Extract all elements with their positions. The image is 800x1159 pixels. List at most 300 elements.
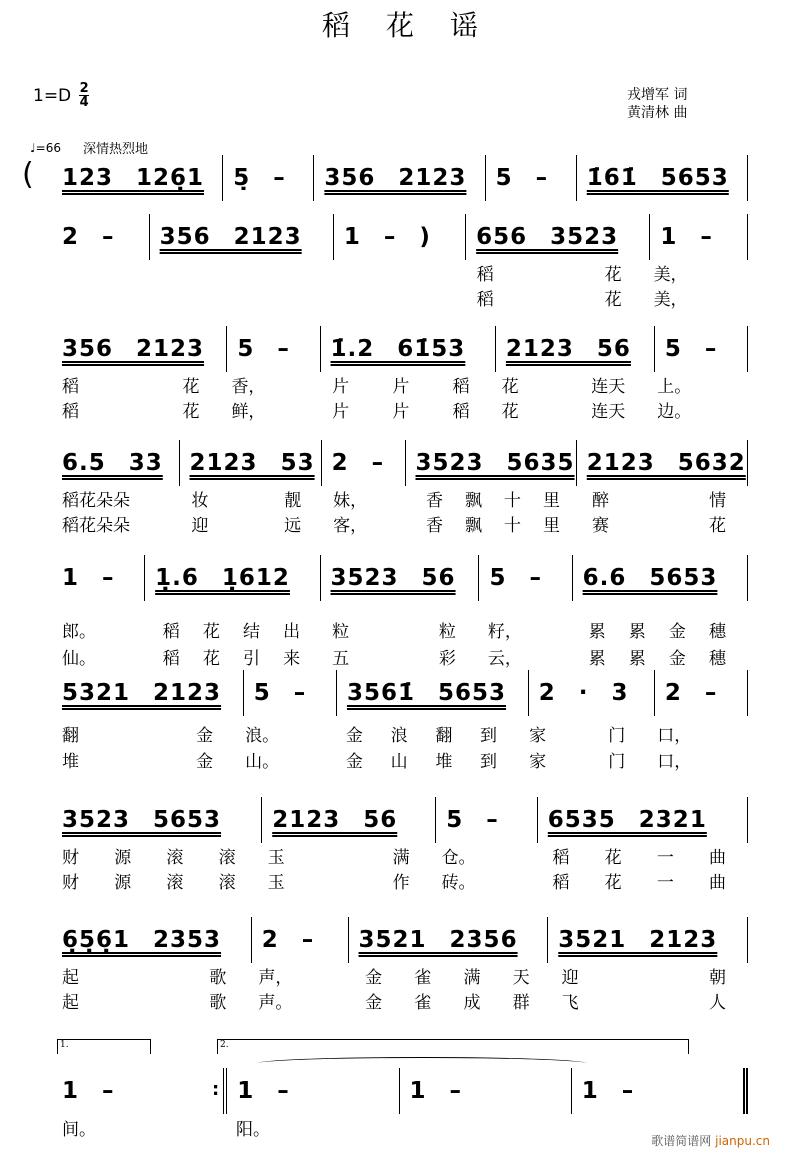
measure-notes: 3523 5635 (415, 450, 575, 476)
lyric-syllable: 口， (657, 752, 692, 772)
lyric-syllable: 飘 (465, 516, 482, 536)
measure (400, 1068, 572, 1114)
lyric-syllable: 花 (604, 265, 622, 285)
measure (150, 214, 334, 260)
measure (337, 670, 529, 716)
measure (577, 155, 748, 201)
measure (227, 326, 320, 372)
measure (52, 1068, 227, 1114)
watermark-site: jianpu.cn (715, 1134, 770, 1148)
system (52, 1040, 748, 1140)
measure (655, 670, 748, 716)
lyric-syllable: 五 (332, 649, 350, 669)
lyric-measure (467, 260, 644, 285)
lyric-syllable: 连天 (591, 377, 626, 397)
measure (52, 917, 252, 963)
lyric-measure (52, 511, 181, 536)
notes-row (52, 326, 748, 372)
measure-notes: 356 2123 (62, 336, 205, 362)
lyric-measure (52, 260, 156, 285)
measure-notes: 2 – (664, 680, 718, 706)
lyric-syllable: 迎 (191, 516, 209, 536)
lyric-measure (258, 868, 432, 893)
measure-notes: 6535 2321 (547, 807, 707, 833)
lyric-measure (542, 868, 748, 893)
lyric-syllable: 满 (463, 968, 481, 988)
lyric-syllable: 累 (628, 622, 646, 642)
system (52, 797, 748, 893)
lyric-line (52, 868, 748, 893)
lyric-measure (52, 868, 258, 893)
measure (223, 155, 314, 201)
lyric-syllable: 家 (529, 726, 547, 746)
lyric-syllable: 人 (709, 993, 726, 1013)
lyric-measure (552, 988, 748, 1013)
lyric-measure (52, 843, 258, 868)
lyric-syllable: 稻花朵朵 (62, 491, 130, 511)
lyric-syllable: 籽， (487, 622, 522, 642)
lyric-syllable: 结 (243, 622, 260, 642)
lyric-syllable: 翻 (62, 726, 79, 746)
lyric-syllable: 远 (284, 516, 302, 536)
lyric-syllable: 美， (653, 265, 688, 285)
lyric-measure (52, 963, 248, 988)
lyric-syllable: 稻花朵朵 (62, 516, 130, 536)
lyric-measure (221, 372, 322, 397)
lyric-syllable: 成 (463, 993, 481, 1013)
system (52, 555, 748, 669)
measure-notes: 1 – (660, 224, 713, 250)
measure (406, 440, 577, 486)
measure-notes: 3521 2123 (558, 927, 718, 953)
lyric-measure (478, 644, 579, 669)
lyric-syllable: 片 (392, 402, 410, 422)
lyric-syllable: 声。 (258, 993, 293, 1013)
lyric-syllable: 稻 (162, 622, 180, 642)
lyric-syllable: 稻 (62, 377, 79, 397)
lyric-syllable: 滚 (218, 848, 236, 868)
lyric-line (52, 511, 748, 536)
system (52, 326, 748, 422)
lyric-syllable: 稻 (452, 377, 470, 397)
lyric-syllable: 花 (501, 377, 519, 397)
lyric-measure (416, 486, 582, 511)
lyric-syllable: 金 (365, 993, 383, 1013)
lyric-measure (647, 397, 748, 422)
lyric-syllable: 金 (196, 752, 214, 772)
composer: 黄清林 曲 (627, 105, 688, 121)
lyric-measure (519, 721, 647, 746)
lyric-syllable: 靓 (284, 491, 302, 511)
system (22, 155, 748, 201)
lyric-syllable: 粒 (438, 622, 456, 642)
measure (479, 555, 572, 601)
measure (52, 214, 150, 260)
measure (334, 214, 466, 260)
lyric-measure (432, 843, 543, 868)
measure-notes: 2123 56 (272, 807, 398, 833)
measure-notes: 1̣.6 1̣612 (155, 565, 290, 591)
lyric-measure (432, 868, 543, 893)
lyric-measure (181, 486, 323, 511)
lyric-line (52, 486, 748, 511)
lyric-syllable: 片 (392, 377, 410, 397)
lyric-syllable: 到 (480, 752, 498, 772)
lyric-syllable: 稻 (62, 402, 79, 422)
credits (627, 86, 687, 122)
lyric-syllable: 财 (62, 873, 79, 893)
lyric-syllable: 片 (332, 377, 350, 397)
lyricist: 戎增军 词 (627, 87, 688, 103)
measure-notes: 3561̇ 5653 (346, 680, 507, 706)
lyric-measure (336, 747, 519, 772)
measure-notes: 5321 2123 (62, 680, 222, 706)
lyric-syllable: 曲 (709, 848, 727, 868)
lyric-measure (333, 260, 466, 285)
lyric-line (52, 747, 748, 772)
lyric-syllable: 出 (283, 622, 301, 642)
measure-notes: 5 – (446, 807, 499, 833)
measure-notes: 356 2123 (324, 165, 467, 191)
measure-notes: 3521 2356 (358, 927, 518, 953)
lyric-measure (400, 1115, 574, 1140)
lyric-measure (519, 747, 647, 772)
measure-notes: 5 – (253, 680, 307, 706)
lyric-syllable: 源 (114, 848, 132, 868)
lyric-syllable: 花 (182, 402, 200, 422)
notes-row (52, 555, 748, 601)
lyric-syllable: 花 (604, 848, 622, 868)
lyric-syllable: 来 (283, 649, 301, 669)
lyric-measure (355, 963, 551, 988)
lyric-measure (153, 644, 322, 669)
measure (572, 1068, 748, 1114)
lyric-syllable: 源 (114, 873, 132, 893)
lyric-syllable: 堆 (435, 752, 453, 772)
measure-notes: 2123 56 (505, 336, 631, 362)
lyric-measure (52, 397, 221, 422)
measure-notes: 5̣ – (233, 165, 286, 191)
measure-notes: 2123 53 (189, 450, 315, 476)
lyric-syllable: 香 (426, 516, 443, 536)
lyric-syllable: 美， (653, 290, 688, 310)
lyric-measure (322, 617, 478, 642)
measure (466, 214, 650, 260)
lyric-syllable: 花 (501, 402, 519, 422)
measure (52, 155, 223, 201)
lyric-syllable: 香 (426, 491, 443, 511)
measure (529, 670, 655, 716)
measure (655, 326, 748, 372)
notes-row (52, 155, 748, 201)
lyric-measure (322, 644, 478, 669)
measure (314, 155, 485, 201)
lyric-syllable: 一 (656, 873, 674, 893)
measure (538, 797, 748, 843)
measure (52, 797, 262, 843)
time-top: 2 (79, 81, 89, 96)
lyric-measure (647, 747, 748, 772)
measure-notes: 2123 5632 (586, 450, 746, 476)
lyric-measure (416, 511, 582, 536)
lyric-syllable: 满 (392, 848, 410, 868)
lyric-syllable: 赛 (592, 516, 609, 536)
measure (496, 326, 655, 372)
lyric-measure (323, 511, 416, 536)
lyric-syllable: 间。 (62, 1120, 96, 1140)
lyric-measure (248, 988, 355, 1013)
measure (52, 555, 145, 601)
lyric-measure (258, 843, 432, 868)
lyric-line (52, 1115, 748, 1140)
lyric-syllable: 金 (196, 726, 214, 746)
lyric-syllable: 玉 (267, 873, 285, 893)
lyric-syllable: 群 (512, 993, 530, 1013)
watermark-cn: 歌谱简谱网 (651, 1134, 712, 1148)
lyric-syllable: 堆 (62, 752, 79, 772)
lyric-syllable: 雀 (414, 968, 432, 988)
lyric-syllable: 口， (657, 726, 692, 746)
lyric-line (52, 963, 748, 988)
measure-notes: 5 – (495, 165, 549, 191)
lyric-measure (52, 988, 248, 1013)
lyric-syllable: 砖。 (441, 873, 476, 893)
lyric-syllable: 金 (668, 622, 686, 642)
time-bottom: 4 (79, 95, 89, 110)
lyric-syllable: 十 (504, 491, 521, 511)
volta-1: 1. (57, 1039, 151, 1054)
lyric-measure (492, 372, 648, 397)
measure (321, 555, 480, 601)
lyric-syllable: 山 (390, 752, 408, 772)
lyric-measure (647, 721, 748, 746)
notes-row (52, 670, 748, 716)
lyric-syllable: 曲 (709, 873, 727, 893)
lyric-line (52, 843, 748, 868)
measure (486, 155, 577, 201)
measure-notes: 123 126̣1 (62, 165, 205, 191)
measure (436, 797, 538, 843)
lyric-syllable: 金 (365, 968, 383, 988)
lyric-syllable: 歌 (209, 968, 227, 988)
lyric-syllable: 飘 (465, 491, 482, 511)
measure-notes: 5 – (664, 336, 718, 362)
system (52, 917, 748, 1013)
lyric-syllable: 一 (656, 848, 674, 868)
lyric-syllable: 仙。 (62, 649, 96, 669)
lyric-syllable: 花 (709, 516, 726, 536)
measure-notes: 6̣5̣6̣1 2353 (62, 927, 222, 953)
lyric-syllable: 稻 (162, 649, 180, 669)
lyric-measure (52, 747, 235, 772)
lyric-syllable: 花 (604, 290, 622, 310)
lyric-line (52, 285, 748, 310)
lyric-syllable: 金 (668, 649, 686, 669)
notes-row (52, 1068, 748, 1114)
lyric-syllable: 郎。 (62, 622, 96, 642)
key-label: 1=D (33, 85, 72, 106)
lyric-measure (579, 617, 748, 642)
measure (227, 1068, 399, 1114)
lyric-measure (235, 721, 336, 746)
lyric-syllable: 浪 (390, 726, 408, 746)
lyric-measure (153, 617, 322, 642)
lyric-measure (52, 644, 153, 669)
lyric-measure (542, 843, 748, 868)
measure-notes: 2 – (261, 927, 315, 953)
lyric-syllable: 情 (709, 491, 726, 511)
lyric-measure (322, 372, 491, 397)
lyric-measure (156, 285, 333, 310)
lyric-syllable: 穗 (708, 649, 726, 669)
measure (180, 440, 322, 486)
lyric-syllable: 滚 (166, 848, 184, 868)
system (52, 440, 748, 536)
lyric-syllable: 花 (202, 622, 220, 642)
lyric-syllable: 门 (608, 726, 626, 746)
lyric-syllable: 雀 (414, 993, 432, 1013)
lyric-syllable: 里 (543, 491, 560, 511)
lyric-syllable: 仓。 (441, 848, 476, 868)
lyric-measure (333, 285, 466, 310)
lyric-syllable: 片 (332, 402, 350, 422)
measure-notes: 1 – (62, 1078, 115, 1104)
lyric-syllable: 十 (504, 516, 521, 536)
lyric-syllable: 云， (487, 649, 522, 669)
lyric-measure (647, 372, 748, 397)
lyric-syllable: 花 (202, 649, 220, 669)
lyric-syllable: 滚 (218, 873, 236, 893)
lyric-line (52, 988, 748, 1013)
measure (650, 214, 748, 260)
lyric-measure (226, 1115, 400, 1140)
measure-notes: 1 – (237, 1078, 290, 1104)
measure (52, 326, 227, 372)
lyric-syllable: 家 (529, 752, 547, 772)
lyric-measure (579, 644, 748, 669)
measure-notes: 2 · 3 (538, 680, 629, 706)
lyric-syllable: 起 (62, 968, 79, 988)
lyric-syllable: 玉 (267, 848, 285, 868)
measure-notes: 6.6 5653 (582, 565, 718, 591)
lyric-syllable: 稻 (476, 265, 494, 285)
expression-mark: 深情热烈地 (82, 142, 148, 157)
measure (244, 670, 337, 716)
lyric-measure (52, 1115, 226, 1140)
measure-notes: 6.5 33 (62, 450, 163, 476)
measure-notes: 2 – (62, 224, 115, 250)
lyric-syllable: 滚 (166, 873, 184, 893)
lyric-syllable: 到 (480, 726, 498, 746)
notes-row (52, 214, 748, 260)
measure-notes: 1 – (581, 1078, 635, 1104)
watermark (651, 1132, 770, 1149)
lyric-syllable: 引 (243, 649, 260, 669)
system (52, 214, 748, 310)
measure (252, 917, 349, 963)
measure (145, 555, 320, 601)
measure-notes: 1̇61̇ 5653 (586, 165, 729, 191)
lyric-syllable: 迎 (561, 968, 579, 988)
lyric-syllable: 稻 (552, 848, 570, 868)
song-title: 稻花谣 (321, 9, 514, 42)
lyric-syllable: 鲜， (231, 402, 266, 422)
measure-notes: 5 – (489, 565, 542, 591)
lyric-syllable: 起 (62, 993, 79, 1013)
measure-notes: 356 2123 (159, 224, 302, 250)
measure-notes: 1 – ) (343, 224, 431, 250)
key-signature (33, 82, 89, 109)
tie (257, 1057, 587, 1070)
lyric-line (52, 397, 748, 422)
lyric-measure (52, 486, 181, 511)
measure-notes: 5 – (237, 336, 290, 362)
measure-notes: 1 – (409, 1078, 463, 1104)
lyric-measure (52, 617, 153, 642)
lyric-syllable: 稻 (452, 402, 470, 422)
measure-notes: 2 – (331, 450, 385, 476)
lyric-syllable: 客， (333, 516, 368, 536)
lyric-syllable: 山。 (245, 752, 280, 772)
lyric-measure (644, 285, 748, 310)
lyric-syllable: 妆 (191, 491, 209, 511)
lyric-measure (644, 260, 748, 285)
lyric-syllable: 声， (258, 968, 293, 988)
lyric-measure (552, 963, 748, 988)
lyric-syllable: 翻 (435, 726, 453, 746)
lyric-syllable: 累 (588, 622, 606, 642)
measure (573, 555, 748, 601)
lyric-syllable: 彩 (438, 649, 456, 669)
measure (577, 440, 748, 486)
lyric-syllable: 门 (608, 752, 626, 772)
lyric-syllable: 金 (345, 726, 363, 746)
measure (52, 670, 244, 716)
measure (321, 326, 496, 372)
measure-notes: 656 3523 (476, 224, 619, 250)
lyric-line (52, 617, 748, 642)
lyric-measure (322, 397, 491, 422)
lyric-syllable: 边。 (657, 402, 692, 422)
lyric-syllable: 妹， (333, 491, 368, 511)
lyric-syllable: 花 (182, 377, 200, 397)
measure-notes: 3523 56 (330, 565, 456, 591)
measure (262, 797, 436, 843)
measure (322, 440, 406, 486)
time-signature (79, 82, 89, 109)
lyric-syllable: 花 (604, 873, 622, 893)
lyric-syllable: 穗 (708, 622, 726, 642)
lyric-syllable: 稻 (552, 873, 570, 893)
measure-notes: 1 – (62, 565, 115, 591)
lyric-measure (52, 721, 235, 746)
lyric-measure (52, 285, 156, 310)
lyric-measure (323, 486, 416, 511)
system (52, 670, 748, 772)
notes-row (52, 440, 748, 486)
lyric-syllable: 累 (628, 649, 646, 669)
lyric-syllable: 上。 (657, 377, 692, 397)
lyric-measure (52, 372, 221, 397)
lyric-syllable: 飞 (561, 993, 579, 1013)
lyric-measure (355, 988, 551, 1013)
measure (349, 917, 549, 963)
lyric-syllable: 歌 (209, 993, 227, 1013)
measure-notes: 1̇.2 61̇53 (330, 336, 466, 362)
lyric-measure (336, 721, 519, 746)
lyric-syllable: 金 (345, 752, 363, 772)
measure (52, 440, 180, 486)
